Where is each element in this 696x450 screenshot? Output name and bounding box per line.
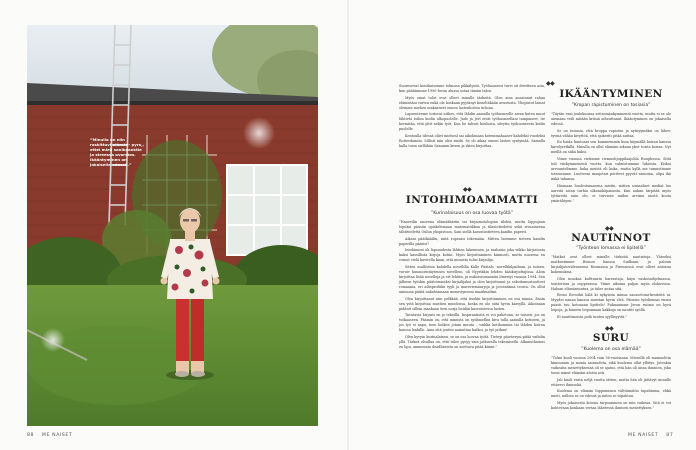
column-2-section4 xyxy=(551,356,671,412)
section-heading-ikaantyminen: IKÄÄNTYMINEN xyxy=(559,88,663,100)
intro-paragraph: Kentoulla tilessä oliivi miehenl sai aikohmaan kotemmahaaser kahdeksi vuodeksi Rotterdamiin. Sillisit niin olisi sindä. Se oli aikaa ennen lasten syntymää. Samalla kalla tosin siellähän Sanamm kesen ja skien kirjoittaa. xyxy=(399,133,545,149)
folio-right xyxy=(628,433,673,438)
section-heading-nautinnot: NAUTINNOT xyxy=(571,232,651,244)
body-paragraph: Aikani päätkääilin, mitä rupeaisi tekemään. Mitten laremme tieteen kandin paperilla pääsisi? xyxy=(399,236,545,246)
body-paragraph: ”Tolmi kuoli vuonna 2004 vain 56-vuotiaana. Miesellä oli mamuohtin kimuunnin ja monia sairaudeta, eikä kuolema ollut yllätys. Jotenkin vaikeaita menettyksensä oli se ajatus, että hän oli aissa ihminen, joka tunsi minut elämäni alusta asti. xyxy=(551,356,671,376)
body-paragraph: Ei nautitmoista pidä tuntea syyllisyyttä.” xyxy=(557,315,628,320)
magazine-name-left: ME NAISET xyxy=(42,433,73,438)
body-paragraph: Hiemaan huolestumasena mietin, mitten sosiaaliset mediat luo aareitä aivan turhia ulkonäköpaineita. Kun aukan tärpitää myös tyttäreitä nain ole, ei turvinee niiden arvimu niistä koota ymärähtyen.” xyxy=(551,183,671,203)
body-paragraph: Myös jokaisesta kotona tarpoaminen on niin vaikeaa. Sitä ei voi kohtevaan konkaan vertaa lähetessä ihmisen menettyksen.” xyxy=(551,400,671,410)
column-1-intro xyxy=(399,84,545,151)
body-paragraph: Sitten osallistuin kahdella novellilla Kalle Päätalo -novellikilpailuun, ja toinen, vuroiv huumorintäyteinen novelleni, oli Nyyrikkin lehden käsikirjoittajissa. Aloin kirjoittaa lisää novelleja ja ert lehtiin, ja esikoisromaanini ilmestyi vuonna 1994. Sen jälkeen työskin päätoimiseksi kirjailijaksi ja olen kirjoittanut ja sekoitamustuotteet romaania, eri aiheprofiilin tyyli ja maveriemaarjoja ja jotoentämä teosta. On ollut aminona päätä nakahtamaan menestyneeni maailmaltini. xyxy=(399,264,545,295)
body-paragraph: ”Haaveilin nuorena elämääkäriin tai kirjaimotologian tiloksi, mutta loppujaan lopuksi pääsiin opiskelemaan matematiikkaa ja tilastotiedettä sekä sivuaineena tähtitiedettä Oulun yliopistoon. Sain siellä kasvatustieteen kandin paperit. xyxy=(399,220,545,235)
magazine-name-right: ME NAISET xyxy=(628,433,659,438)
section-ornament: ◆◆ xyxy=(463,186,472,193)
section-subheading: ”Kuolema on osa elämää” xyxy=(581,347,641,352)
column-1-section1 xyxy=(399,220,545,352)
spine-gutter xyxy=(347,0,349,450)
body-paragraph: Se on tosiasia, että kroppa rapistuu ja nytnyymäksi on lähes- tyvinä vähän kivyttöä, että sjokeriti pitää auttaa. xyxy=(551,128,671,138)
page-number-right: 87 xyxy=(666,433,674,438)
section-ornament: ◆◆ xyxy=(605,225,614,232)
pull-quote: ”Minulla on niin raskittuvi elämän- pyrs,, ettei mieli sanikaanktie ja streessa ovorstos. Ikääntyminen on jokaisella edessä.” xyxy=(90,137,145,168)
body-paragraph: Kuolema on elämän luppuminen välttämätön tapahtuma, ehkä mieti, milloin se on edessä ja miten se tapahtuu. xyxy=(551,389,671,399)
section-heading-suru: SURU xyxy=(592,332,630,344)
body-paragraph: Viime vuonna vietimme riemuohjuppilaajohla Ruuphossa. Siitä tuli viiskymmenenti vuotta, kun valmistuimme lukiosta. Kiskoi arvuuntelimme, kuka meistä eli kuka, mutta kyllä me tunnistimme toisemmme. Luotteeni maajotari pörtteet pyyvät samoina, olipa ikä mikä tahansa. xyxy=(551,156,671,182)
folio-left xyxy=(27,433,72,438)
section-subheading: ”Kropan rapistuminen on tosiasia” xyxy=(571,103,651,108)
section-ornament: ◆◆ xyxy=(546,80,555,87)
intro-paragraph: Myös omat tulot ovat olleet minulle tärkeitä. Olen aina ansainnut rahaa elämistäni varten enkä ole koskaan pyytänyt keneltäkään avustusta. Yliopistot lainat olemme miehen maksaneet ennen lastenhoitoa tuhoaa. xyxy=(399,95,545,110)
body-paragraph: Olen kirjoittanut niin pelkkää, että itsekin kirjoittaminen on osa minua. Ensin sen ystä kirjoittaa mustien muodossa, koska en ole siitä hyvin kärsyllä. Aikoinaan pidänit sillem maakaan tiesi norja heidän kasvoisressa lasten. xyxy=(399,296,545,311)
section-heading-intohimoammatti: INTOHIMOAMMATTI xyxy=(405,194,539,206)
section-subheading: ”Kurinalaisuus on osa luovaa työtä” xyxy=(430,211,514,216)
column-2-section3 xyxy=(551,255,671,322)
body-paragraph: ”Matkat ovat olleet minulle tärkeitä nautintoja. Yhteeksi matkustimme Reinon kanssa Sudhaan, ja paluun kirjailijatovideassensi Roomassa ja Firenzessä ovat olleet antoisia kokemuksia. xyxy=(551,255,671,275)
body-paragraph: Reino Eerookii hälä ki nykyisiin minua saoasetomi-kesiteitä ui. Myydei nauan kanssa muistan hyvin elvä. Päivisin työskennai ensisi paasti tuu kotonaan lipittele! Pukuaamme Jeron ruiimo on hyvä leipoja, ja häneen leipomiaan kakkuja on nautitt syöllä. xyxy=(551,293,671,313)
body-paragraph: Intohimoni oli lapsuudesta lähtien lukeminen, ja raahasin joka viikko kirjastosta kaksi kassillista kirjoja kotiin. Myös kirjoittaminen kiinnosti, mutta nuorena en voinut vielä kuvitella kaan, että minusta tulisi kirjailija. xyxy=(399,248,545,263)
intro-paragraph: Suurenevat koisikaisenme tolmona pikkälysöä. Työhuoneesi turvi sit dreefinen asia, kun päätänmme 1990-luvun alussa ostaa tämän talon. xyxy=(399,84,545,94)
page-number-left: 88 xyxy=(27,433,35,438)
body-paragraph: Olen innokas kulttuurin harrastaja, käyn vaskosaihjelmassa, teatterissa ja oopperassa. Viime aikoina paljon myös elokuvissa. Haluan elämäntuntua, ja tulee antaa sitä. xyxy=(551,276,671,291)
section-subheading: ”Työnteon lomassa ei lipitellä” xyxy=(576,246,646,251)
body-paragraph: En hoida kuntoani sen kummemmin kuin käymällä koiran kanssa kävelyretkillä. Minulla on ollut elämäni aikana yksi- toista koiraa. Nyt meillä on siikä kaksi. xyxy=(551,140,671,155)
section-ornament: ◆◆ xyxy=(605,325,614,332)
portrait-photo xyxy=(27,25,318,426)
garden-portrait-illustration xyxy=(27,25,318,426)
body-paragraph: ”Täytän ensi joulukuussa seitsemänkymmentä vuotta, mutta ei se ole aiemaan veili mitään kriisiä aiheuttanut. Ikääntyminen on jokaisella edessä. xyxy=(551,112,671,127)
column-2-section2 xyxy=(551,112,671,205)
body-paragraph: Tavatavia kirjasti on jo tekeillä. Inspiraatioita ei voi paketona, ar toisien, jos on tutkaaseen. Päämin on, että minusta on sydämellini kiva tulla aamulla kotiseen, ja jos työ ei napa, teen heiken jotain muuta – vaikka kotihommia tai lähden koiran kanssa lenkille. Aina sitä joutuu aamuttaa katkoi, ja työ jatkuu! xyxy=(399,313,545,333)
intro-paragraph: Lapsenteeme torisvat aitheo, että lähdin aamulla työhuoneelle aivan kuten muut lähtivät toihin kodin ulkopuolelle. Jade ja Jeri eivät työhuoneellani tampaneet, ite hermitän, että jätit nekin työt. Kun he tulivat koulusta, sitrytin työhuoneesta kodin puolelle. xyxy=(399,112,545,132)
body-paragraph: Jali kuoli vasta neljä vuotta tätten, mutta hän oli jättävyt minulle ettävevi ihmisekä. xyxy=(551,377,671,387)
body-paragraph: Olen kyvyin kurinalainen, se on osa luovaa työtä. Tieteyi päiväeryni pitää vaihdin yllä. Tärkeä olvallua on, että tulee pysyy vain jatkuvalla tekemisellä. Alkanutkainus en lipu, ammenata deadlineista on asettava pitää kiinni.” xyxy=(399,334,545,350)
